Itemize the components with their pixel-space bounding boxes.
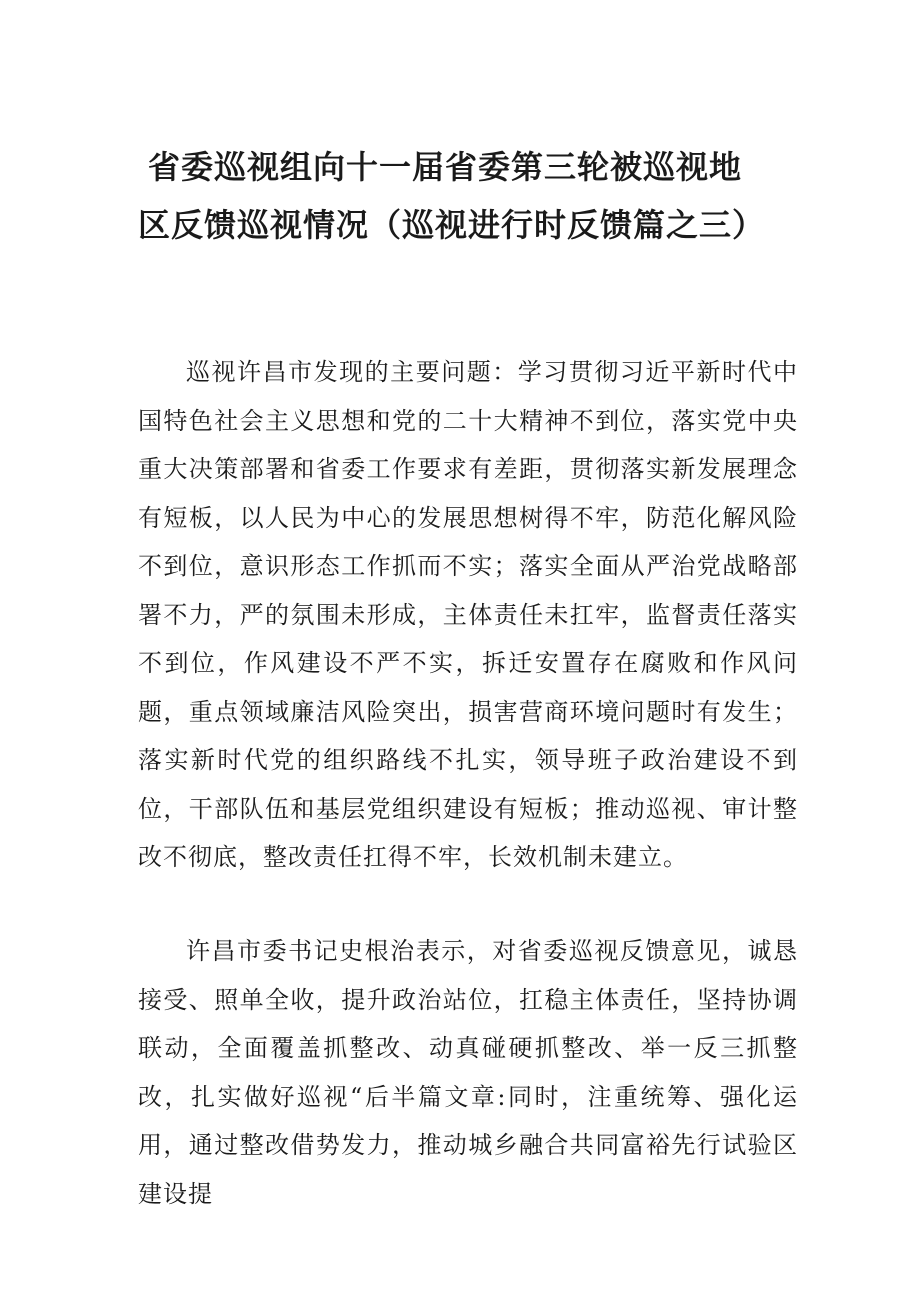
- body-paragraph-1: 巡视许昌市发现的主要问题：学习贯彻习近平新时代中国特色社会主义思想和党的二十大精神不到位，落实党中央重大决策部署和省委工作要求有差距，贯彻落实新发展理念有短板，以人民为中心的发展思想树得不牢，防范化解风险不到位，意识形态工作抓而不实；落实全面从严治党战略部署不力，严的氛围未形成，主体责任未扛牢，监督责任落实不到位，作风建设不严不实，拆迁安置存在腐败和作风问题，重点领域廉洁风险突出，损害营商环境问题时有发生；落实新时代党的组织路线不扎实，领导班子政治建设不到位，干部队伍和基层党组织建设有短板；推动巡视、审计整改不彻底，整改责任扛得不牢，长效机制未建立。: [138, 358, 798, 871]
- title-line-1: 省委巡视组向十一届省委第三轮被巡视地: [148, 148, 743, 186]
- page-title: [138, 138, 798, 254]
- title-line-2: 区反馈巡视情况（巡视进行时反馈篇之三）: [138, 206, 766, 244]
- body-paragraph-2: 许昌市委书记史根治表示，对省委巡视反馈意见，诚恳接受、照单全收，提升政治站位，扛稳主体责任，坚持协调联动，全面覆盖抓整改、动真碰硬抓整改、举一反三抓整改，扎实做好巡视“后半篇文章:同时，注重统筹、强化运用，通过整改借势发力，推动城乡融合共同富裕先行试验区建设提: [138, 937, 798, 1208]
